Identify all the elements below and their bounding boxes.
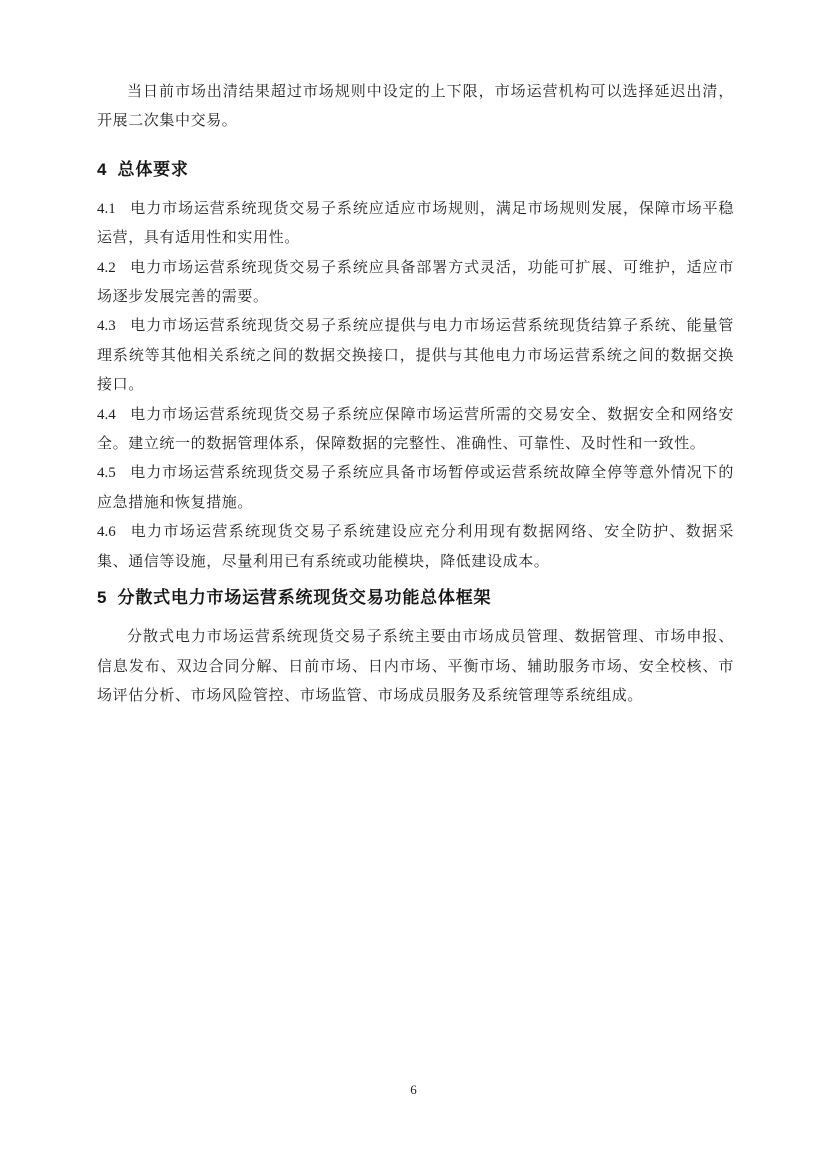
section-5-heading-title: 分散式电力市场运营系统现货交易功能总体框架 — [117, 588, 492, 608]
section-5-heading — [97, 586, 734, 610]
clause-4-5 — [97, 459, 734, 518]
clause-4-4-number: 4.4 — [97, 406, 116, 423]
section-4-heading-title: 总体要求 — [117, 159, 189, 179]
section-4-heading — [97, 158, 734, 182]
clause-4-6-text: 电力市场运营系统现货交易子系统建设应充分利用现有数据网络、安全防护、数据采集、通信等设施，尽量利用已有系统或功能模块，降低建设成本。 — [97, 524, 734, 570]
clause-4-3 — [97, 312, 734, 400]
page-number: 6 — [410, 1082, 417, 1097]
clause-4-3-text: 电力市场运营系统现货交易子系统应提供与电力市场运营系统现货结算子系统、能量管理系统等其他相关系统之间的数据交换接口，提供与其他电力市场运营系统之间的数据交换接口。 — [97, 318, 734, 394]
clause-4-5-number: 4.5 — [97, 465, 116, 482]
clause-4-1-number: 4.1 — [97, 200, 116, 217]
section-5-heading-number: 5 — [97, 588, 107, 608]
clause-4-3-number: 4.3 — [97, 318, 116, 335]
section-4-clauses — [97, 195, 734, 577]
clause-4-1 — [97, 195, 734, 254]
clause-4-6 — [97, 518, 734, 577]
clause-4-1-text: 电力市场运营系统现货交易子系统应适应市场规则，满足市场规则发展，保障市场平稳运营，具有适用性和实用性。 — [97, 200, 734, 247]
clause-4-4-text: 电力市场运营系统现货交易子系统应保障市场运营所需的交易安全、数据安全和网络安全。建立统一的数据管理体系，保障数据的完整性、准确性、可靠性、及时性和一致性。 — [97, 406, 734, 453]
clause-4-6-number: 4.6 — [97, 524, 116, 541]
clause-4-4 — [97, 401, 734, 460]
clause-4-5-text: 电力市场运营系统现货交易子系统应具备市场暂停或运营系统故障全停等意外情况下的应急措施和恢复措施。 — [97, 465, 734, 511]
clause-4-2 — [97, 254, 734, 313]
clause-4-2-number: 4.2 — [97, 259, 116, 276]
section-5-paragraph: 分散式电力市场运营系统现货交易子系统主要由市场成员管理、数据管理、市场申报、信息发布、双边合同分解、日前市场、日内市场、平衡市场、辅助服务市场、安全校核、市场评估分析、市场风险管控、市场监管、市场成员服务及系统管理等系统组成。 — [97, 629, 734, 704]
page-content — [97, 0, 734, 711]
section-4-heading-number: 4 — [97, 159, 107, 179]
clause-4-2-text: 电力市场运营系统现货交易子系统应具备部署方式灵活，功能可扩展、可维护，适应市场逐步发展完善的需要。 — [97, 259, 734, 306]
intro-paragraph: 当日前市场出清结果超过市场规则中设定的上下限，市场运营机构可以选择延迟出清，开展二次集中交易。 — [97, 84, 734, 130]
